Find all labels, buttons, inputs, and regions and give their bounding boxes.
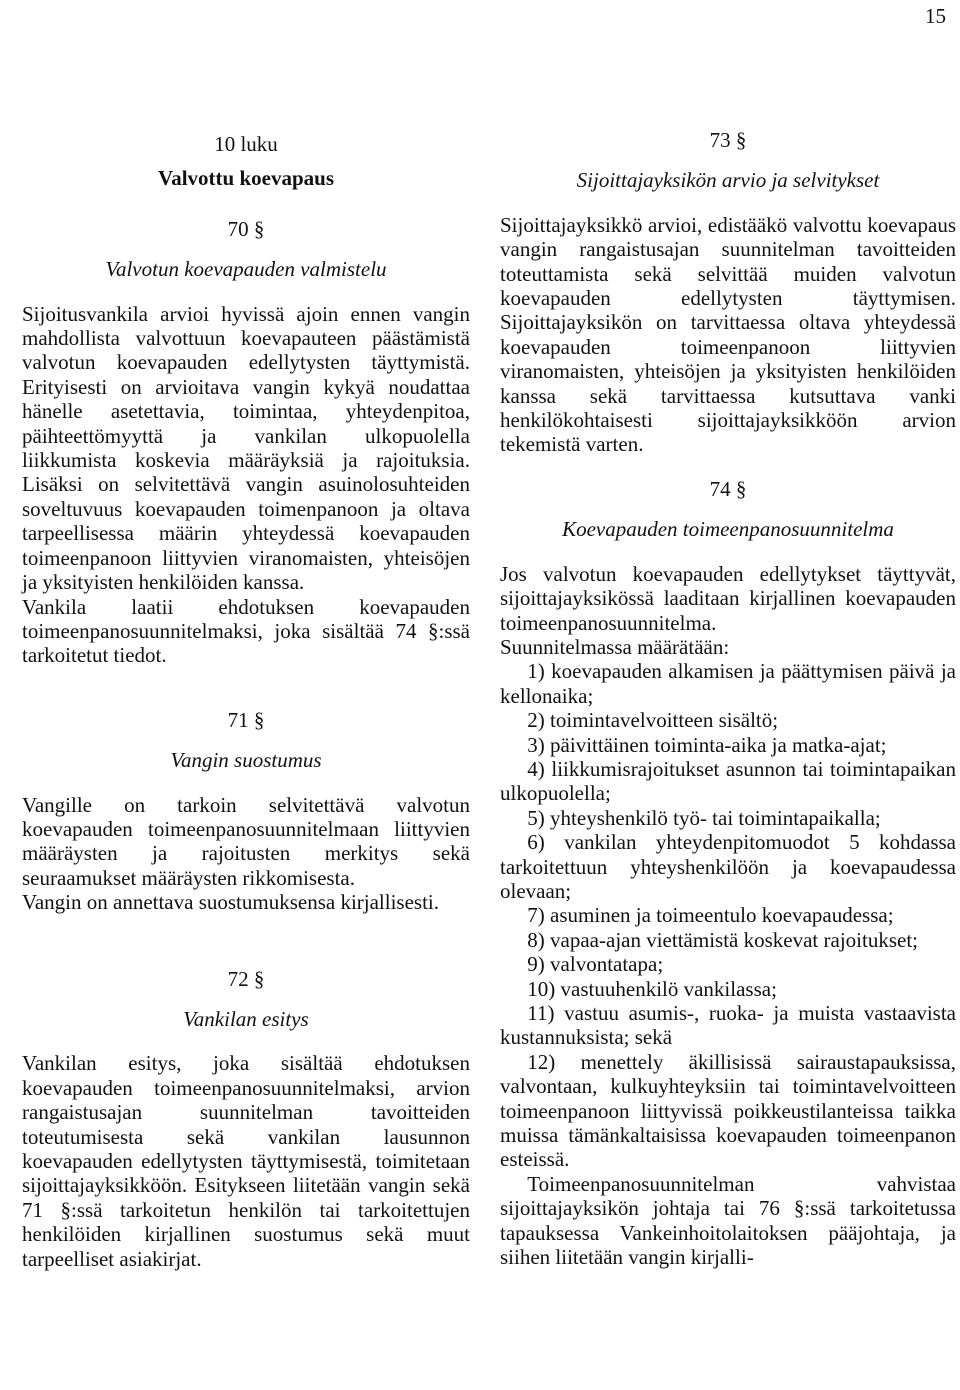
list-item: 8) vapaa-ajan viettämistä koskevat rajoitukset;	[527, 927, 918, 952]
section-71-paragraph: Vangille on tarkoin selvitettävä valvotun koevapauden toimeenpanosuunnitelmaan liittyvien määräysten ja rajoitusten merkitys sekä seuraamukset määräysten rikkomisesta.	[22, 792, 470, 890]
list-item: 2) toimintavelvoitteen sisältö;	[527, 708, 779, 733]
right-column	[500, 128, 956, 1269]
section-72-paragraph: Vankilan esitys, joka sisältää ehdotuksen koevapauden toimeenpanosuunnitelmaksi, arvion rangaistusajan suunnitelman tavoitteiden toteutumisesta sekä vankilan lausunnon koevapauden edellytysten täyttymisestä, toimitetaan sijoittajayksikköön. Esitykseen liitetään vangin sekä 71 §:ssä tarkoitetun henkilön tai tarkoitettujen henkilöiden kirjallinen suostumus sekä muut tarpeelliset asiakirjat.	[22, 1051, 470, 1271]
page-number: 15	[925, 4, 946, 28]
section-70-number: 70 §	[227, 216, 265, 241]
chapter-title: Valvottu koevapaus	[157, 166, 335, 191]
section-73-paragraph: Sijoittajayksikkö arvioi, edistääkö valvottu koevapaus vangin rangaistusajan suunnitelman tavoitteiden toteuttamista sekä selvittää muiden valvotun koevapauden edellytysten täyttymisen. Sijoittajayksikön on tarvittaessa oltava yhteydessä koevapauden toimeenpanoon liittyvien viranomaisten, yhteisöjen ja yksityisten henkilöiden kanssa sekä tarvittaessa kutsuttava vanki henkilökohtaisesti sijoittajayksikköön arvion tekemistä varten.	[500, 212, 956, 457]
section-72-number: 72 §	[227, 966, 265, 991]
section-74-intro: Suunnitelmassa määrätään:	[500, 634, 730, 659]
section-74-intro: Jos valvotun koevapauden edellytykset täyttyvät, sijoittajayksikössä laaditaan kirjallinen koevapauden toimeenpanosuunnitelma.	[500, 561, 956, 635]
section-70-title: Valvotun koevapauden valmistelu	[105, 257, 387, 282]
list-item: 5) yhteyshenkilö työ- tai toimintapaikalla;	[527, 805, 881, 830]
section-73-title: Sijoittajayksikön arvio ja selvitykset	[576, 168, 880, 193]
list-item: 10) vastuuhenkilö vankilassa;	[527, 976, 777, 1001]
section-72-title: Vankilan esitys	[183, 1006, 309, 1031]
list-item: 12) menettely äkillisissä sairaustapauksissa, valvontaan, kulkuyhteyksiin tai toimintavelvoitteen toimeenpanoon liittyvissä poikkeustilanteissa taikka muissa tämänkaltaisissa koevapauden toimeenpanon esteissä.	[500, 1049, 956, 1172]
chapter-number: 10 luku	[214, 132, 278, 156]
section-74-closing: Toimeenpanosuunnitelman vahvistaa sijoittajayksikön johtaja tai 76 §:ssä tarkoitetussa tapauksessa Vankeinhoitolaitoksen pääjohtaja, ja siihen liitetään vangin kirjalli-	[500, 1171, 956, 1270]
section-71-paragraph: Vangin on annettava suostumuksensa kirjallisesti.	[22, 890, 440, 915]
section-74-items	[500, 659, 956, 1172]
list-item: 6) vankilan yhteydenpitomuodot 5 kohdassa tarkoitettuun yhteyshenkilöön ja koevapaudessa olevaan;	[500, 830, 956, 903]
section-70-paragraph: Sijoitusvankila arvioi hyvissä ajoin ennen vangin mahdollista valvottuun koevapauteen päästämistä valvotun koevapauden edellytysten täyttymistä. Erityisesti on arvioitava vangin kykyä noudattaa hänelle asetettavia, toimintaa, yhteydenpitoa, päihteettömyyttä ja vankilan ulkopuolella liikkumista koskevia määräyksiä ja rajoituksia. Lisäksi on selvitettävä vangin asuinolosuhteiden soveltuvuus koevapauden toimenpanoon ja oltava tarpeellisessa määrin yhteydessä koevapauden toimeenpanoon liittyvien viranomaisten, yhteisöjen ja yksityisten henkilöiden kanssa.	[22, 301, 470, 595]
list-item: 3) päivittäinen toiminta-aika ja matka-ajat;	[527, 732, 887, 757]
list-item: 7) asuminen ja toimeentulo koevapaudessa;	[527, 903, 894, 928]
list-item: 4) liikkumisrajoitukset asunnon tai toimintapaikan ulkopuolella;	[500, 756, 956, 806]
list-item: 11) vastuu asumis-, ruoka- ja muista vastaavista kustannuksista; sekä	[500, 1001, 956, 1050]
section-74-number: 74 §	[709, 476, 747, 501]
section-71-number: 71 §	[227, 707, 265, 732]
section-70-paragraph: Vankila laatii ehdotuksen koevapauden toimeenpanosuunnitelmaksi, joka sisältää 74 §:ssä tarkoitetut tiedot.	[22, 594, 470, 668]
section-73-number: 73 §	[709, 128, 747, 152]
section-71-title: Vangin suostumus	[170, 748, 322, 773]
left-column	[22, 128, 470, 1271]
list-item: 9) valvontatapa;	[527, 952, 664, 977]
list-item: 1) koevapauden alkamisen ja päättymisen päivä ja kellonaika;	[500, 659, 956, 708]
section-74-title: Koevapauden toimeenpanosuunnitelma	[562, 517, 894, 542]
